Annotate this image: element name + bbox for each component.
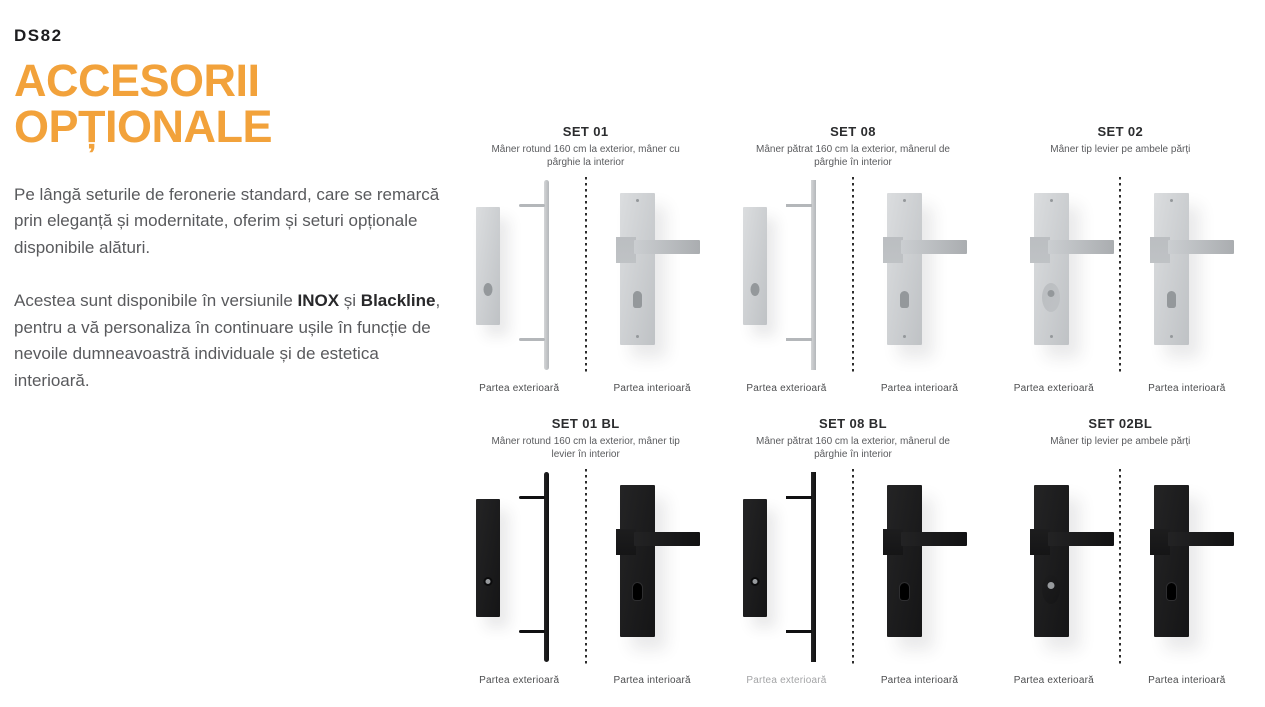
side-labels <box>720 675 986 686</box>
lever-hub <box>1150 237 1170 263</box>
keyhole-icon <box>483 283 492 296</box>
keyhole-icon <box>633 583 642 600</box>
dashed-divider <box>585 177 587 373</box>
exterior-label: Partea exterioară <box>746 383 827 394</box>
backplate <box>1034 193 1069 345</box>
backplate <box>620 193 655 345</box>
dashed-divider <box>1119 177 1121 373</box>
exterior-label: Partea exterioară <box>479 675 560 686</box>
interior-label: Partea interioară <box>1148 383 1226 394</box>
interior-label: Partea interioară <box>613 383 691 394</box>
keyhole-icon <box>483 577 492 586</box>
keyhole-icon <box>633 291 642 308</box>
side-labels <box>720 383 986 394</box>
set-card-set02bl <box>987 416 1253 686</box>
set-description: Mâner pătrat 160 cm la exterior, mânerul de pârghie în interior <box>755 436 950 460</box>
standoff-bottom <box>786 630 812 633</box>
lever-hub <box>616 237 636 263</box>
lever-arm <box>1048 240 1114 254</box>
exterior-handle-image <box>737 177 849 373</box>
standoff-top <box>786 496 812 499</box>
keyhole-icon <box>750 283 759 296</box>
model-code: DS82 <box>14 26 63 45</box>
backplate <box>1154 193 1189 345</box>
backplate <box>1034 485 1069 637</box>
exterior-escutcheon <box>476 499 500 617</box>
set-images <box>737 469 969 665</box>
interior-handle-image <box>590 177 702 373</box>
backplate <box>887 193 922 345</box>
interior-label: Partea interioară <box>1148 675 1226 686</box>
interior-label: Partea interioară <box>613 675 691 686</box>
set-name: SET 08 BL <box>819 416 887 431</box>
set-name: SET 08 <box>830 124 876 139</box>
side-labels <box>453 675 719 686</box>
pull-bar <box>544 180 549 370</box>
standoff-top <box>786 204 812 207</box>
pull-bar <box>811 180 816 370</box>
backplate <box>1154 485 1189 637</box>
set-description: Mâner rotund 160 cm la exterior, mâner cu pârghie la interior <box>491 144 680 168</box>
keyhole-icon <box>900 583 909 600</box>
exterior-escutcheon <box>743 499 767 617</box>
set-card-set08 <box>720 124 986 394</box>
intro-paragraph-2: Acestea sunt disponibile în versiunile INOX și Blackline, pentru a vă personaliza în continuare ușile în funcție de nevoile dumneavoastră individuale și de estetica interioară. <box>14 291 441 390</box>
set-images <box>1004 469 1236 665</box>
pull-bar <box>544 472 549 662</box>
set-name: SET 02BL <box>1088 416 1153 431</box>
pull-bar <box>811 472 816 662</box>
interior-label: Partea interioară <box>880 383 959 394</box>
exterior-handle-image <box>470 469 582 665</box>
exterior-label: Partea exterioară <box>746 675 827 686</box>
set-card-set01bl <box>453 416 719 686</box>
intro-text <box>14 182 452 395</box>
set-card-set01 <box>453 124 719 394</box>
exterior-label: Partea exterioară <box>479 383 560 394</box>
exterior-label: Partea exterioară <box>1013 675 1094 686</box>
screw-icon <box>636 335 639 338</box>
lever-arm <box>634 240 700 254</box>
exterior-label: Partea exterioară <box>1013 383 1094 394</box>
set-images <box>470 177 702 373</box>
screw-icon <box>903 199 906 202</box>
exterior-handle-image <box>1004 177 1116 373</box>
backplate <box>887 485 922 637</box>
standoff-bottom <box>519 338 545 341</box>
exterior-escutcheon <box>743 207 767 325</box>
interior-handle-image <box>857 177 969 373</box>
set-name: SET 01 BL <box>551 416 620 431</box>
side-labels <box>453 383 719 394</box>
standoff-top <box>519 496 545 499</box>
keyhole-icon <box>1167 583 1176 600</box>
interior-handle-image <box>1124 469 1236 665</box>
inox-keyword: INOX <box>297 291 340 311</box>
lever-hub <box>1030 529 1050 555</box>
interior-label: Partea interioară <box>880 675 959 686</box>
side-labels <box>987 383 1253 394</box>
keyhole-icon <box>1167 291 1176 308</box>
page-title: ACCESORII OPȚIONALE <box>14 55 273 152</box>
exterior-handle-image <box>470 177 582 373</box>
interior-handle-image <box>590 469 702 665</box>
lever-arm <box>901 532 967 546</box>
set-card-set02 <box>987 124 1253 394</box>
set-name: SET 01 <box>562 124 609 139</box>
dashed-divider <box>585 469 587 665</box>
keyhole-icon <box>750 577 759 586</box>
screw-icon <box>636 199 639 202</box>
set-images <box>1004 177 1236 373</box>
accessory-sets-grid <box>452 124 1254 686</box>
set-images <box>737 177 969 373</box>
lever-hub <box>616 529 636 555</box>
dashed-divider <box>852 469 854 665</box>
lever-hub <box>883 529 903 555</box>
set-description: Mâner tip levier pe ambele părți <box>1050 144 1191 155</box>
screw-icon <box>903 335 906 338</box>
set-description: Mâner pătrat 160 cm la exterior, mânerul de pârghie în interior <box>755 144 950 168</box>
standoff-top <box>519 204 545 207</box>
backplate <box>620 485 655 637</box>
blackline-keyword: Blackline <box>360 291 436 311</box>
set-description: Mâner tip levier pe ambele părți <box>1050 436 1191 447</box>
lever-arm <box>1168 532 1234 546</box>
lever-arm <box>901 240 967 254</box>
set-description: Mâner rotund 160 cm la exterior, mâner tip levier în interior <box>491 436 680 460</box>
lever-arm <box>1168 240 1234 254</box>
exterior-handle-image <box>1004 469 1116 665</box>
exterior-handle-image <box>737 469 849 665</box>
lever-arm <box>634 532 700 546</box>
set-images <box>470 469 702 665</box>
dashed-divider <box>852 177 854 373</box>
lever-hub <box>1150 529 1170 555</box>
keyhole-icon <box>900 291 909 308</box>
set-card-set08bl <box>720 416 986 686</box>
dashed-divider <box>1119 469 1121 665</box>
interior-handle-image <box>857 469 969 665</box>
interior-handle-image <box>1124 177 1236 373</box>
lever-arm <box>1048 532 1114 546</box>
lever-hub <box>883 237 903 263</box>
standoff-bottom <box>519 630 545 633</box>
lever-hub <box>1030 237 1050 263</box>
side-labels <box>987 675 1253 686</box>
standoff-bottom <box>786 338 812 341</box>
intro-column <box>14 26 452 394</box>
intro-paragraph-1: Pe lângă seturile de feronerie standard, care se remarcă prin eleganță și modernitate, oferim și seturi opționale disponibile alături. <box>14 184 440 257</box>
set-name: SET 02 <box>1097 124 1144 139</box>
exterior-escutcheon <box>476 207 500 325</box>
